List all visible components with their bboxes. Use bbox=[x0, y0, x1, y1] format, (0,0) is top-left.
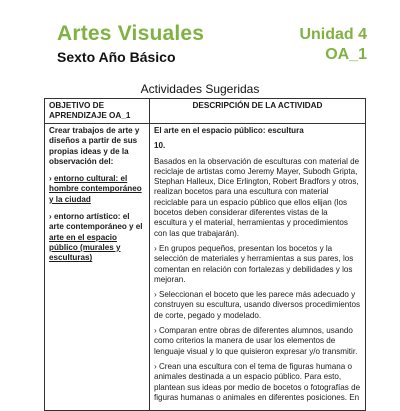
objective-item-text: entorno cultural: el hombre contemporáneo y la ciudad bbox=[49, 174, 142, 204]
activity-paragraph: › En grupos pequeños, presentan los bocetos y la selección de materiales y herramientas a sus pares, los comentan en relación con fortalezas y debilidades y los mejoran. bbox=[154, 243, 354, 284]
section-title: Actividades Sugeridas bbox=[140, 82, 260, 96]
table-header-row bbox=[45, 99, 366, 124]
activity-title: El arte en el espacio público: escultura bbox=[154, 126, 304, 135]
grade-subtitle: Sexto Año Básico bbox=[57, 49, 176, 65]
objective-item-text: › entorno artístico: el arte contemporáneo y el bbox=[49, 212, 143, 232]
oa-label: OA_1 bbox=[325, 46, 367, 63]
activity-number: 10. bbox=[154, 141, 166, 151]
objective-cell bbox=[45, 124, 150, 411]
activity-paragraph: › Seleccionan el boceto que les parece más adecuado y construyen su escultura, usando diversos procedimientos de corte, pegado y modelado. bbox=[154, 290, 361, 320]
activity-cell bbox=[150, 124, 366, 411]
table-row bbox=[45, 124, 366, 411]
objective-item bbox=[49, 174, 145, 205]
objective-item bbox=[49, 212, 145, 263]
course-title: Artes Visuales bbox=[57, 22, 205, 45]
objective-item-bullet: › bbox=[49, 174, 54, 184]
activity-paragraph: › Crean una escultura con el tema de figuras humana o animales destinada a un espacio público. Para esto, plantean sus ideas por medio de bocetos o fotografías de figuras humanas o animales en diferentes posiciones. En bbox=[154, 361, 361, 402]
activity-column-header: DESCRIPCIÓN DE LA ACTIVIDAD bbox=[150, 99, 366, 124]
activity-paragraph: Basados en la observación de esculturas con material de reciclaje de artistas como Jeremy Mayer, Subodh Gripta, Stephan Halleux, Dice Erlington, Robert Bradfors y otros, realizan bocetos para una escultura con material reciclable para un espacio público que ellos elijan (los bocetos deben considerar diferentes vistas de la escultura y el material, herramientas y procedimientos con las que trabajarán). bbox=[154, 156, 360, 238]
activity-paragraph: › Comparan entre obras de diferentes alumnos, usando como criterios la manera de usar los elementos de lenguaje visual y lo que quisieron expresar y/o transmitir. bbox=[154, 326, 358, 356]
objective-intro: Crear trabajos de arte y diseños a partir de sus propias ideas y de la observación del: bbox=[49, 126, 140, 166]
objective-item-underlined: arte en el espacio público (murales y esculturas) bbox=[49, 232, 121, 263]
activities-table bbox=[44, 98, 366, 411]
unit-label: Unidad 4 bbox=[299, 26, 367, 43]
objective-column-header: OBJETIVO DE APRENDIZAJE OA_1 bbox=[45, 99, 150, 124]
